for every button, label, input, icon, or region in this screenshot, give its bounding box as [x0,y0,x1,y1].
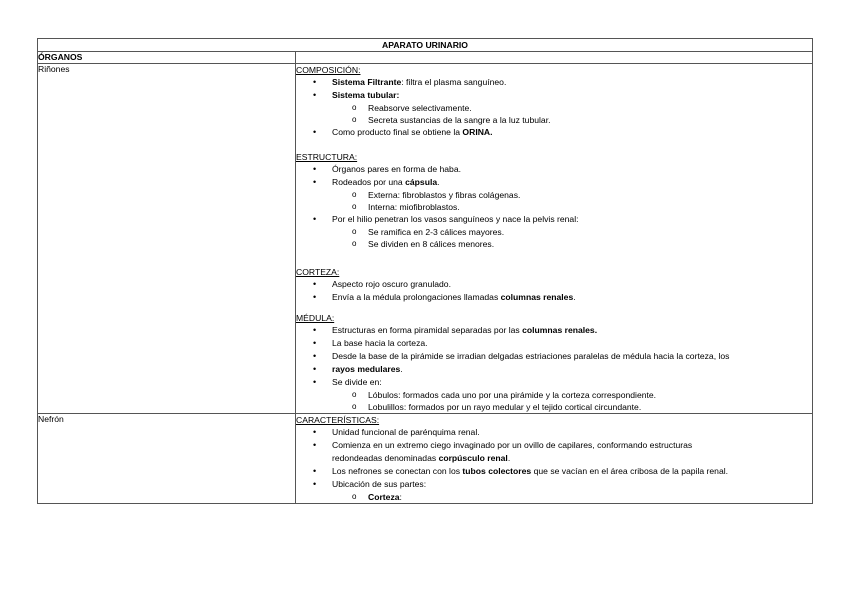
sub-list-item: o Corteza: [296,491,812,503]
sub-list-item: o Se dividen en 8 cálices menores. [296,238,812,250]
list-item: • Aspecto rojo oscuro granulado. [296,278,812,291]
section-heading-caracteristicas: CARACTERÍSTICAS: [296,415,380,425]
list-item: • Como producto final se obtiene la ORINA. [296,126,812,139]
urinary-system-table [37,38,813,504]
list-item: • Sistema tubular: [296,89,812,102]
list-item: • Se divide en: [296,376,812,389]
table-title: APARATO URINARIO [38,39,813,52]
section-heading-medula: MÉDULA: [296,313,335,323]
organ-label-rinones: Riñones [38,64,296,414]
list-item: • Estructuras en forma piramidal separadas por las columnas renales. [296,324,812,337]
sub-list-item: o Se ramifica en 2-3 cálices mayores. [296,226,812,238]
sub-list-item: o Interna: miofibroblastos. [296,201,812,213]
list-item: • La base hacia la corteza. [296,337,812,350]
section-heading-estructura: ESTRUCTURA: [296,152,358,162]
sub-list-item: o Reabsorve selectivamente. [296,102,812,114]
organs-header: ÓRGANOS [38,52,296,64]
sub-list-item: o Lóbulos: formados cada uno por una pirámide y la corteza correspondiente. [296,389,812,401]
list-item: • Desde la base de la pirámide se irradian delgadas estriaciones paralelas de médula hacia la corteza, los [296,350,812,363]
sub-list-item: o Secreta sustancias de la sangre a la luz tubular. [296,114,812,126]
empty-header-cell [296,52,813,64]
list-item: • Ubicación de sus partes: [296,478,812,491]
section-heading-composicion: COMPOSICIÓN: [296,65,361,75]
list-item: • Por el hilio penetran los vasos sanguíneos y nace la pelvis renal: [296,213,812,226]
list-item: • Sistema Filtrante: filtra el plasma sanguíneo. [296,76,812,89]
sub-list-item: o Externa: fibroblastos y fibras colágenas. [296,189,812,201]
sub-list-item: o Lobulillos: formados por un rayo medular y el tejido cortical circundante. [296,401,812,413]
list-item: • Envía a la médula prolongaciones llamadas columnas renales. [296,291,812,304]
rinones-content [296,64,813,414]
section-heading-corteza: CORTEZA: [296,267,340,277]
list-item: • rayos medulares. [296,363,812,376]
organ-label-nefron: Nefrón [38,414,296,504]
nefron-content [296,414,813,504]
list-item: • Rodeados por una cápsula. [296,176,812,189]
list-item-continuation: redondeadas denominadas corpúsculo renal. [332,453,511,463]
list-item: • Los nefrones se conectan con los tubos colectores que se vacían en el área cribosa de la papila renal. [296,465,812,478]
list-item: • Comienza en un extremo ciego invaginado por un ovillo de capilares, conformando estructuras [296,439,812,452]
list-item: • Unidad funcional de parénquima renal. [296,426,812,439]
list-item: • Órganos pares en forma de haba. [296,163,812,176]
